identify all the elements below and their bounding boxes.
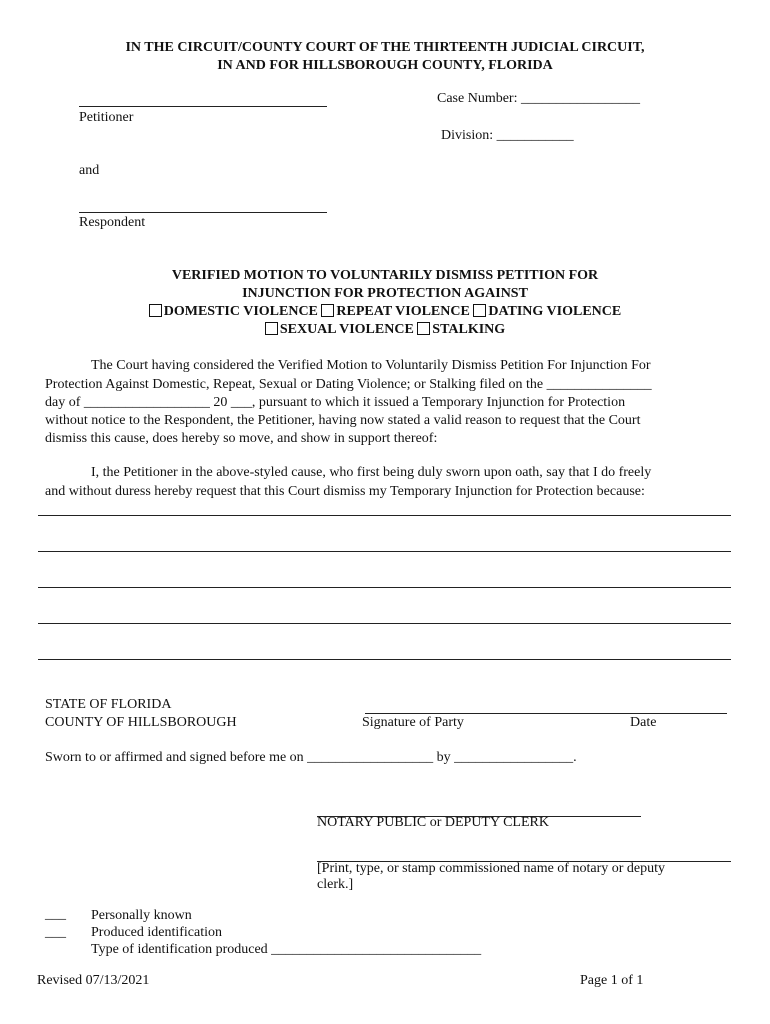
county-label: COUNTY OF HILLSBOROUGH	[45, 715, 237, 730]
stalking-checkbox[interactable]	[417, 322, 430, 335]
division-field[interactable]: Division: ___________	[441, 128, 574, 143]
reason-line[interactable]	[38, 515, 731, 516]
reason-line[interactable]	[38, 551, 731, 552]
petitioner-name-line[interactable]	[79, 106, 327, 107]
respondent-name-line[interactable]	[79, 212, 327, 213]
state-label: STATE OF FLORIDA	[45, 697, 172, 712]
motion-title-line2: INJUNCTION FOR PROTECTION AGAINST	[242, 286, 528, 301]
stalking-option[interactable]: STALKING	[417, 322, 505, 337]
produced-id-blank[interactable]: ___	[45, 925, 66, 940]
sexual-violence-option[interactable]: SEXUAL VIOLENCE	[265, 322, 414, 337]
domestic-violence-checkbox[interactable]	[149, 304, 162, 317]
and-label: and	[79, 163, 100, 178]
personally-known-blank[interactable]: ___	[45, 907, 66, 922]
personally-known-label: Personally known	[91, 908, 192, 923]
signature-line[interactable]	[365, 713, 727, 714]
reason-line[interactable]	[38, 623, 731, 624]
paragraph2-line2: and without duress hereby request that this Court dismiss my Temporary Injunction for Protection because:	[45, 484, 645, 499]
paragraph1-line4: without notice to the Respondent, the Petitioner, having now stated a valid reason to request that the Court	[45, 413, 641, 428]
paragraph1-line1: The Court having considered the Verified Motion to Voluntarily Dismiss Petition For Injunction For	[91, 358, 651, 373]
motion-title-line1: VERIFIED MOTION TO VOLUNTARILY DISMISS PETITION FOR	[171, 268, 599, 283]
signature-label: Signature of Party	[362, 715, 464, 730]
paragraph1-line2: Protection Against Domestic, Repeat, Sexual or Dating Violence; or Stalking filed on the _______________	[45, 377, 652, 392]
notary-print-instruction-line1: [Print, type, or stamp commissioned name of notary or deputy	[317, 861, 665, 876]
sexual-violence-checkbox[interactable]	[265, 322, 278, 335]
domestic-violence-option[interactable]: DOMESTIC VIOLENCE	[149, 304, 318, 319]
violence-type-row2	[0, 322, 770, 338]
repeat-violence-option[interactable]: REPEAT VIOLENCE	[321, 304, 469, 319]
case-number-field[interactable]: Case Number: _________________	[437, 91, 640, 106]
dating-violence-option[interactable]: DATING VIOLENCE	[473, 304, 621, 319]
reason-line[interactable]	[38, 659, 731, 660]
reason-line[interactable]	[38, 587, 731, 588]
page-number: Page 1 of 1	[580, 973, 644, 988]
court-heading-line2: IN AND FOR HILLSBOROUGH COUNTY, FLORIDA	[217, 58, 553, 73]
notary-print-instruction-line2: clerk.]	[317, 877, 354, 892]
violence-type-row1	[0, 304, 770, 320]
paragraph1-line3: day of __________________ 20 ___, pursuant to which it issued a Temporary Injunction for Protection	[45, 395, 626, 410]
id-type-field[interactable]: Type of identification produced ______________________________	[91, 942, 482, 957]
notary-label: NOTARY PUBLIC or DEPUTY CLERK	[317, 815, 549, 830]
sworn-statement[interactable]: Sworn to or affirmed and signed before me on __________________ by _________________.	[45, 750, 577, 765]
dating-violence-checkbox[interactable]	[473, 304, 486, 317]
petitioner-label: Petitioner	[79, 110, 134, 125]
produced-id-label: Produced identification	[91, 925, 223, 940]
date-label: Date	[630, 715, 657, 730]
paragraph2-line1: I, the Petitioner in the above-styled cause, who first being duly sworn upon oath, say that I do freely	[91, 465, 652, 480]
revised-date: Revised 07/13/2021	[37, 973, 150, 988]
respondent-label: Respondent	[79, 215, 146, 230]
court-heading-line1: IN THE CIRCUIT/COUNTY COURT OF THE THIRTEENTH JUDICIAL CIRCUIT,	[125, 40, 645, 55]
repeat-violence-checkbox[interactable]	[321, 304, 334, 317]
paragraph1-line5: dismiss this cause, does hereby so move, and show in support thereof:	[45, 431, 438, 446]
